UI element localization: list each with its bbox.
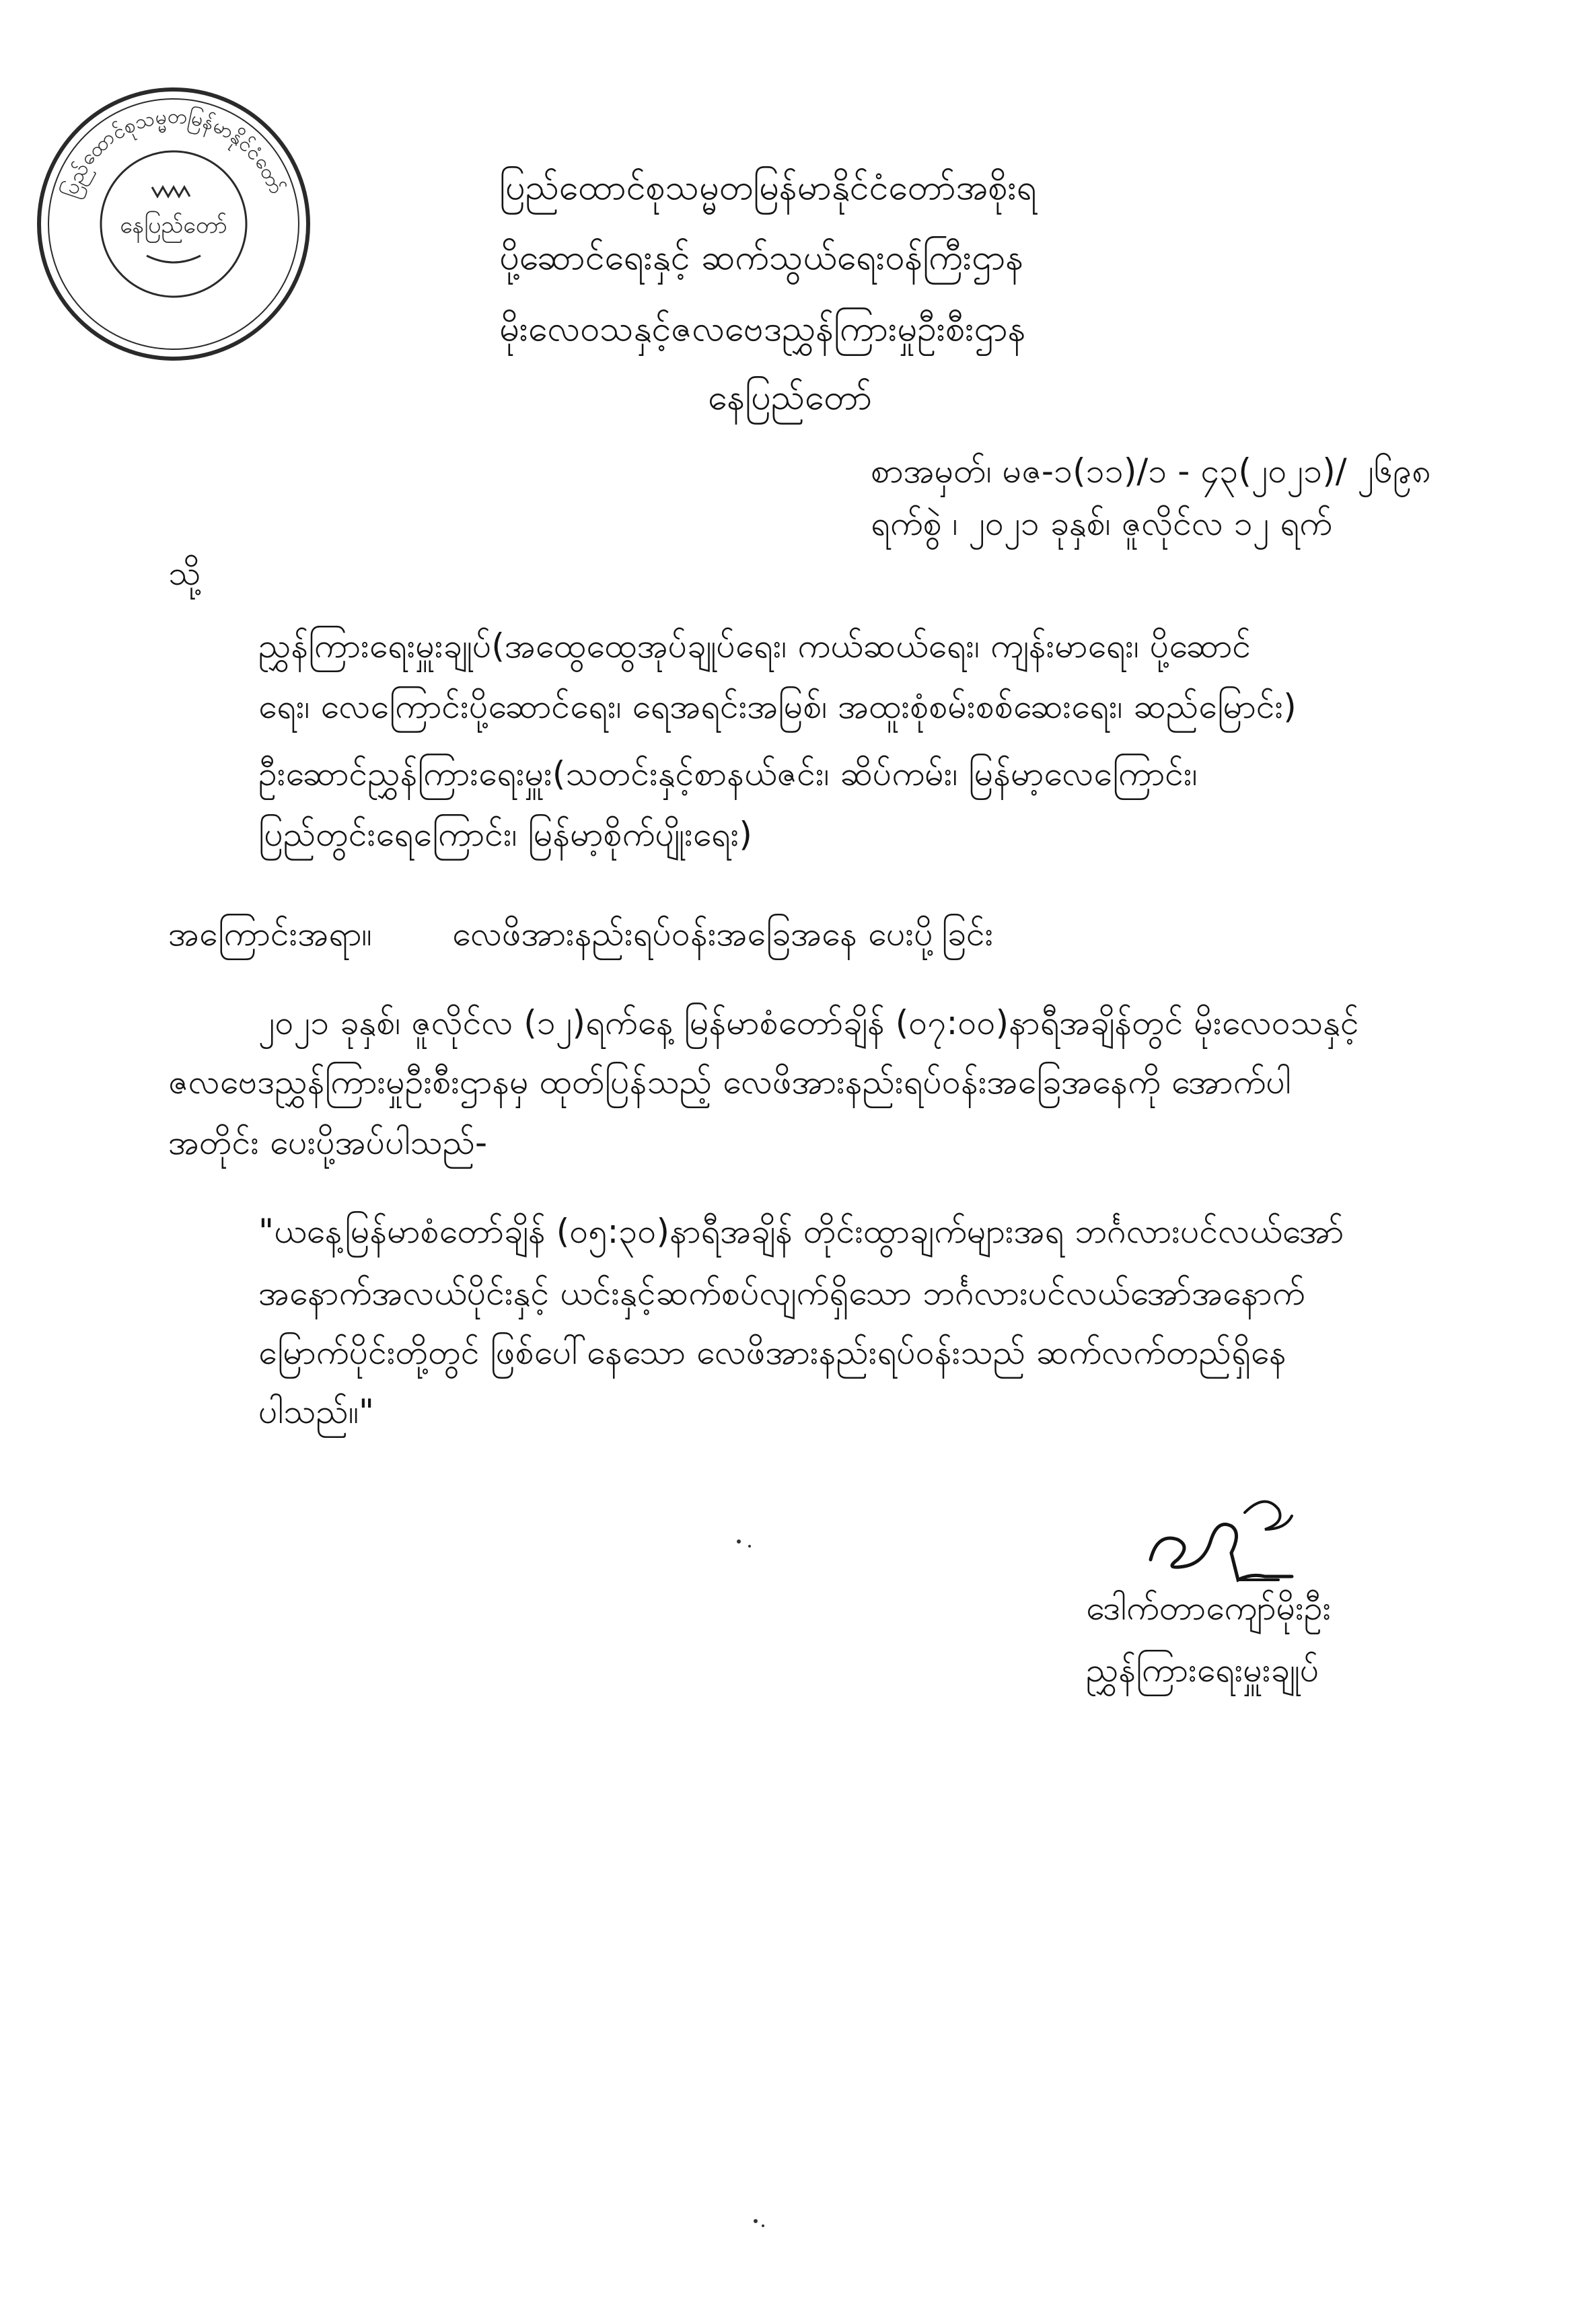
quote-line: "ယနေ့မြန်မာစံတော်ချိန် (၀၅:၃၀)နာရီအချိန် တိုင်းထွာချက်များအရ ဘင်္ဂလားပင်လယ်အော်	[258, 1212, 1344, 1251]
quote-line: ပါသည်။"	[258, 1392, 374, 1431]
header-line-department: မိုးလေဝသနှင့်ဇလဗေဒညွှန်ကြားမှုဦးစီးဌာန	[499, 309, 1026, 349]
recipient-line: ဦးဆောင်ညွှန်ကြားရေးမှူး(သတင်းနှင့်စာနယ်ဇင်း၊ ဆိပ်ကမ်း၊ မြန်မာ့လေကြောင်း၊	[258, 754, 1198, 793]
scan-speck	[762, 2224, 764, 2227]
paragraph-line: အတိုင်း ပေးပို့အပ်ပါသည်-	[168, 1123, 488, 1162]
quote-line: အနောက်အလယ်ပိုင်းနှင့် ယင်းနှင့်ဆက်စပ်လျက်ရှိသော ဘင်္ဂလားပင်လယ်အော်အနောက်	[258, 1274, 1305, 1313]
to-label: သို့	[168, 554, 201, 593]
header-line-government: ပြည်ထောင်စုသမ္မတမြန်မာနိုင်ငံတော်အစိုးရ	[499, 168, 1037, 208]
subject-label: အကြောင်းအရာ။	[168, 914, 372, 953]
letter-date: ရက်စွဲ ၊ ၂၀၂၁ ခုနှစ်၊ ဇူလိုင်လ ၁၂ ရက်	[871, 504, 1332, 543]
subject-text: လေဖိအားနည်းရပ်ဝန်းအခြေအနေ ပေးပို့ခြင်း	[452, 914, 994, 953]
signatory-name: ဒေါက်တာကျော်မိုးဦး	[1086, 1589, 1332, 1628]
scan-speck	[737, 1539, 741, 1544]
recipient-line: ညွှန်ကြားရေးမှူးချုပ်(အထွေထွေအုပ်ချုပ်ရေး၊ ကယ်ဆယ်ရေး၊ ကျန်းမာရေး၊ ပို့ဆောင်	[258, 626, 1252, 665]
paragraph-line: ဇလဗေဒညွှန်ကြားမှုဦးစီးဌာနမှ ထုတ်ပြန်သည့် လေဖိအားနည်းရပ်ဝန်းအခြေအနေကို အောက်ပါ	[168, 1062, 1291, 1101]
recipient-line: ရေး၊ လေကြောင်းပို့ဆောင်ရေး၊ ရေအရင်းအမြစ်၊ အထူးစုံစမ်းစစ်ဆေးရေး၊ ဆည်မြောင်း)	[258, 687, 1297, 726]
signatory-title: ညွှန်ကြားရေးမှူးချုပ်	[1086, 1650, 1319, 1690]
seal-ring-text: ပြည်ထောင်စုသမ္မတမြန်မာနိုင်ငံတော်	[58, 104, 289, 201]
recipient-line: ပြည်တွင်းရေကြောင်း၊ မြန်မာ့စိုက်ပျိုးရေး)	[258, 815, 752, 854]
quote-line: မြောက်ပိုင်းတို့တွင် ဖြစ်ပေါ်နေသော လေဖိအားနည်းရပ်ဝန်းသည် ဆက်လက်တည်ရှိနေ	[258, 1333, 1286, 1372]
paragraph-line: ၂၀၂၁ ခုနှစ်၊ ဇူလိုင်လ (၁၂)ရက်နေ့ မြန်မာစံတော်ချိန် (၀၇:၀၀)နာရီအချိန်တွင် မိုးလေဝသနှင့်	[258, 1003, 1359, 1042]
official-seal	[32, 79, 315, 369]
header-line-city: နေပြည်တော်	[708, 377, 873, 418]
letter-number: စာအမှတ်၊ မဇ-၁(၁၁)/၁ - ၄၃(၂၀၂၁)/ ၂၆၉၈	[871, 451, 1431, 491]
header-line-ministry: ပို့ဆောင်ရေးနှင့် ဆက်သွယ်ရေးဝန်ကြီးဌာန	[499, 238, 1024, 278]
handwritten-signature	[1137, 1492, 1312, 1593]
seal-center-text: နေပြည်တော်	[120, 212, 227, 239]
scan-speck	[754, 2219, 758, 2223]
scan-speck	[748, 1545, 751, 1548]
